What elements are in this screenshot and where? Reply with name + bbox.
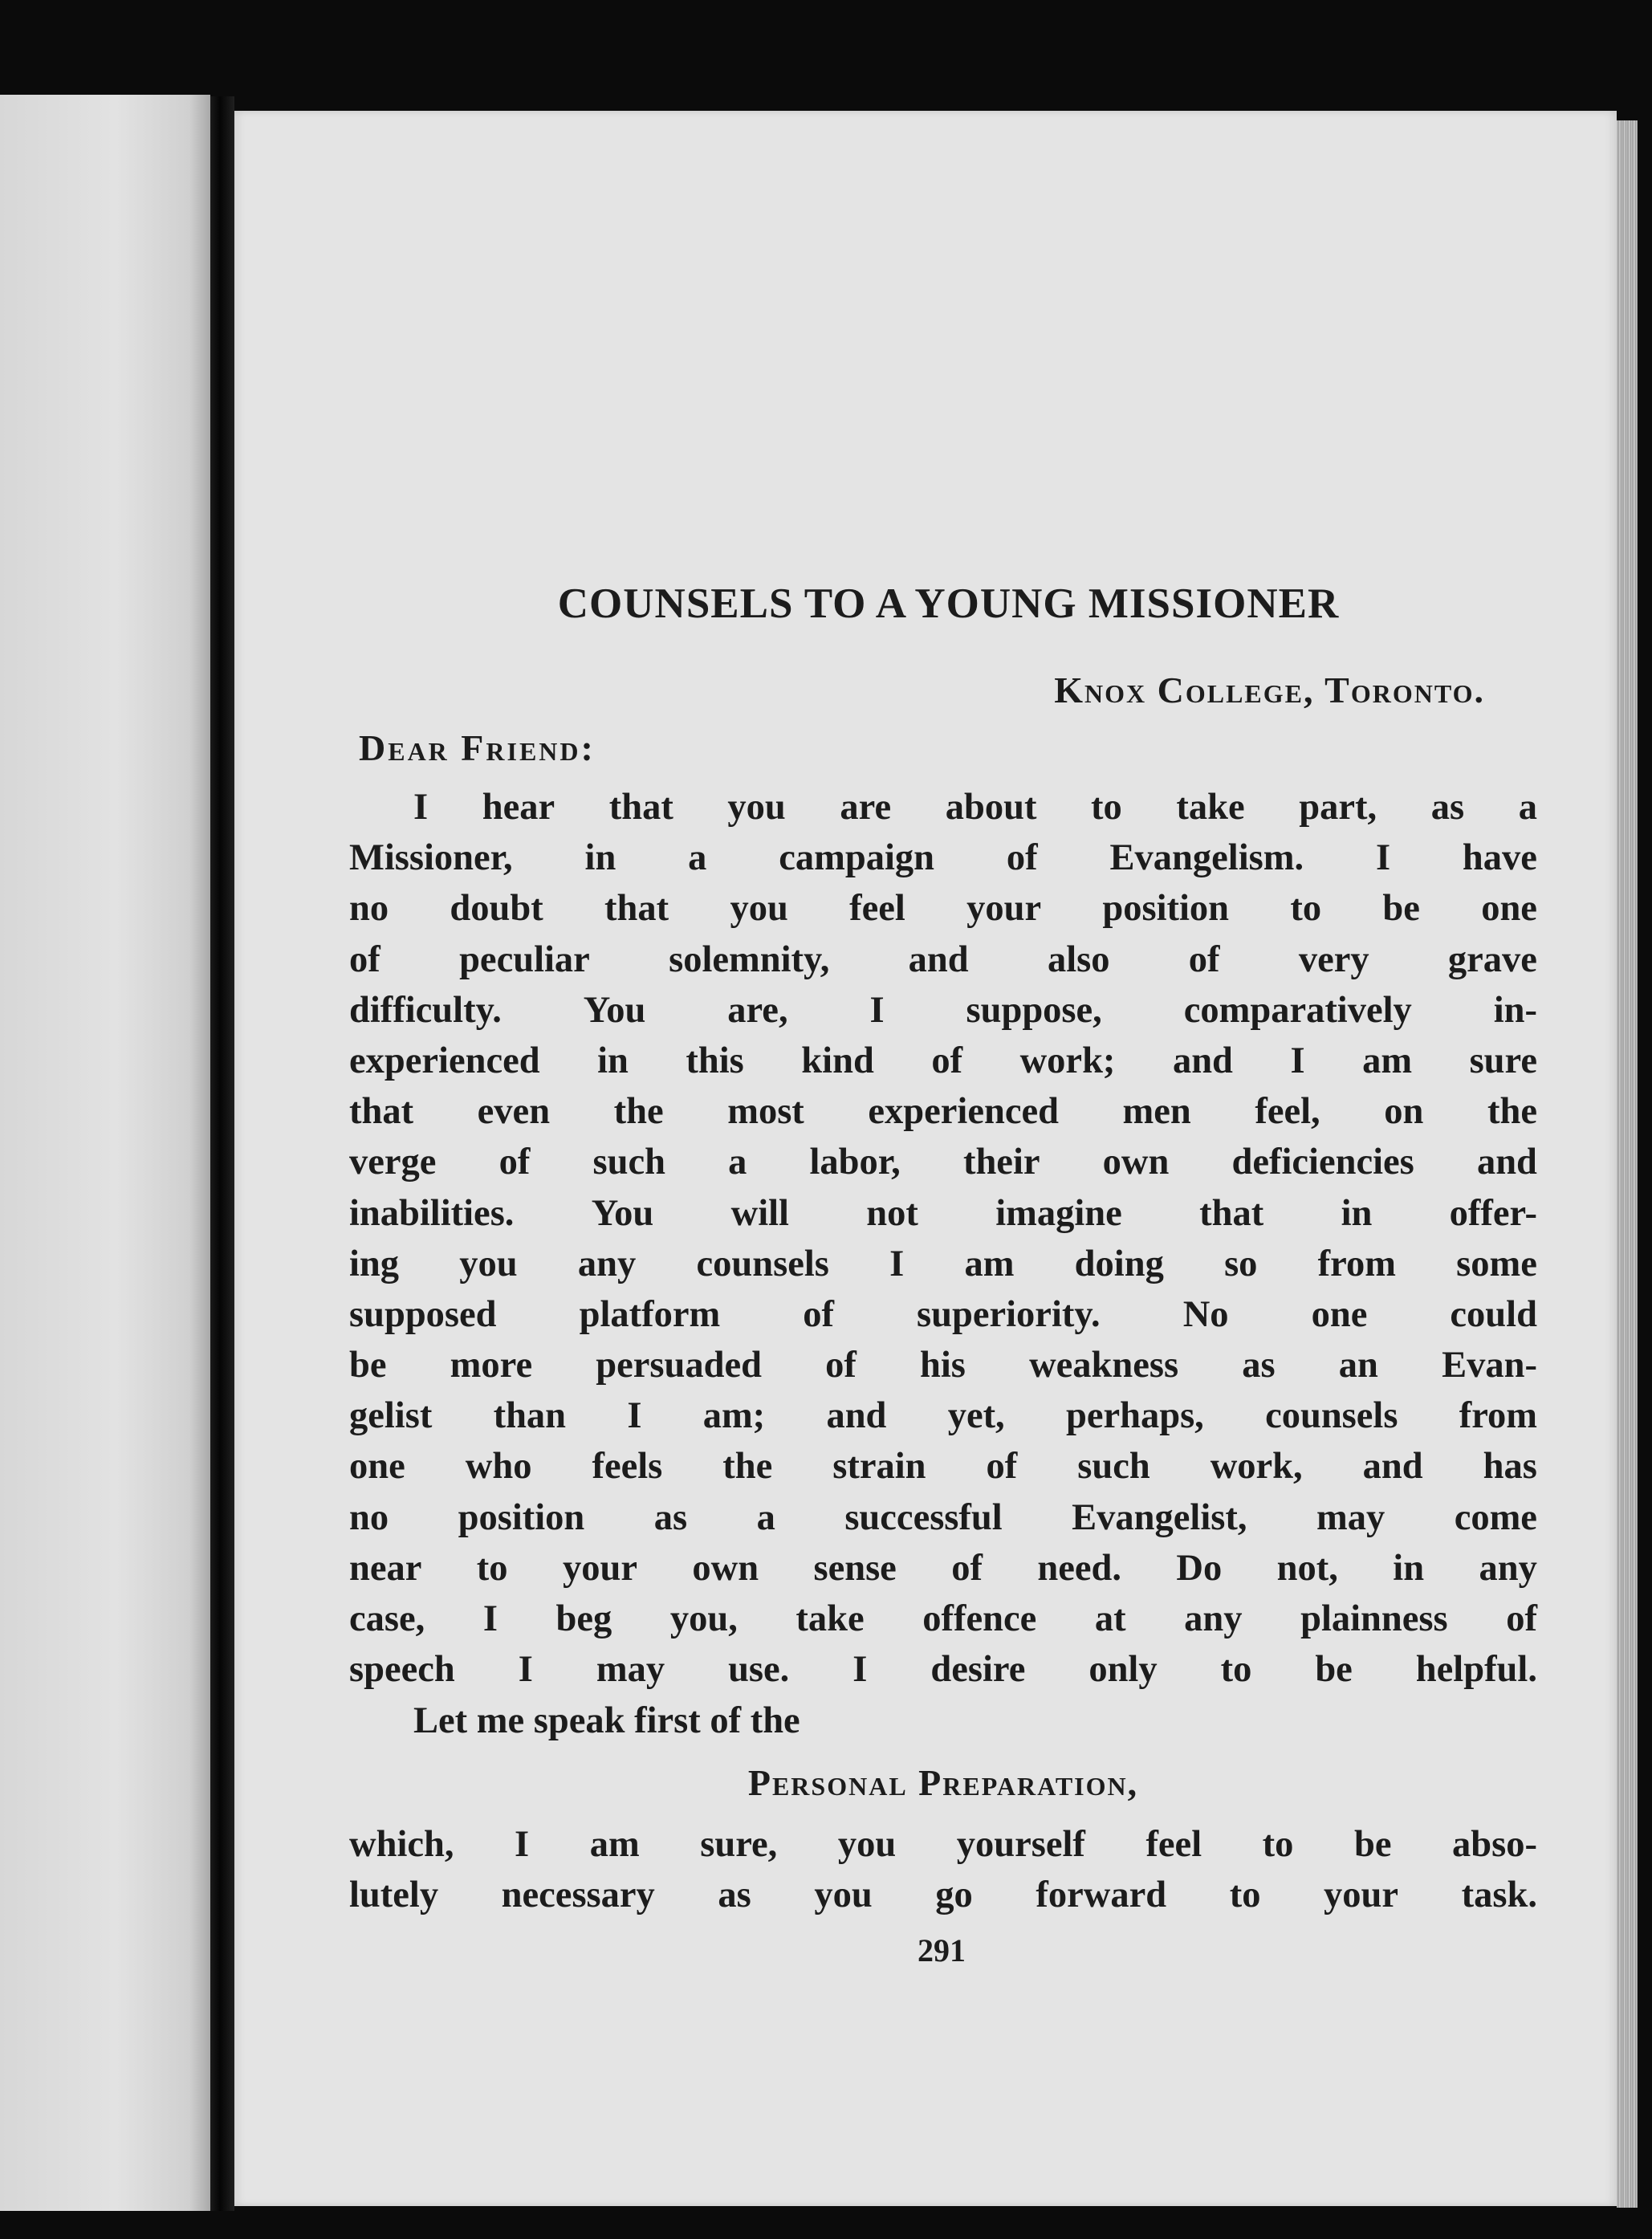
left-page-fragment	[0, 95, 210, 2211]
text-line: be more persuaded of his weakness as an Evan-	[349, 1345, 1537, 1386]
book-page	[234, 111, 1617, 2206]
section-heading: Personal Preparation,	[747, 1762, 1139, 1803]
text-line: speech I may use. I desire only to be helpful.	[349, 1649, 1537, 1691]
text-line: inabilities. You will not imagine that in offer-	[349, 1192, 1537, 1234]
text-line: lutely necessary as you go forward to your task.	[349, 1875, 1537, 1916]
text-line: verge of such a labor, their own deficiencies and	[349, 1142, 1537, 1183]
text-line: Let me speak first of the	[413, 1700, 800, 1741]
salutation: Dear Friend:	[359, 727, 596, 768]
page-edge	[1617, 120, 1638, 2208]
text-line: no position as a successful Evangelist, may come	[349, 1496, 1537, 1538]
page-title: COUNSELS TO A YOUNG MISSIONER	[557, 580, 1340, 627]
dateline: Knox College, Toronto.	[1054, 670, 1485, 710]
text-line: of peculiar solemnity, and also of very grave	[349, 938, 1537, 980]
text-line: difficulty. You are, I suppose, comparatively in-	[349, 989, 1537, 1031]
text-line: supposed platform of superiority. No one could	[349, 1293, 1537, 1335]
paragraph-2	[349, 1696, 1072, 1746]
text-line: experienced in this kind of work; and I am sure	[349, 1040, 1537, 1081]
paragraph-3	[349, 1819, 1537, 1920]
text-line: which, I am sure, you yourself feel to be abso-	[349, 1824, 1537, 1865]
text-line: case, I beg you, take offence at any plainness of	[349, 1598, 1537, 1639]
text-line: that even the most experienced men feel, on the	[349, 1091, 1537, 1133]
text-line: Missioner, in a campaign of Evangelism. I have	[349, 837, 1537, 879]
page-number: 291	[918, 1932, 966, 1968]
text-line: near to your own sense of need. Do not, in any	[349, 1547, 1537, 1589]
text-line: one who feels the strain of such work, and has	[349, 1446, 1537, 1488]
text-line: ing you any counsels I am doing so from some	[349, 1243, 1537, 1284]
text-line: no doubt that you feel your position to be one	[349, 888, 1537, 930]
book-gutter	[210, 96, 234, 2211]
paragraph-1	[349, 782, 1537, 1695]
text-line: I hear that you are about to take part, as a	[413, 787, 1537, 828]
text-line: gelist than I am; and yet, perhaps, counsels from	[349, 1395, 1537, 1437]
